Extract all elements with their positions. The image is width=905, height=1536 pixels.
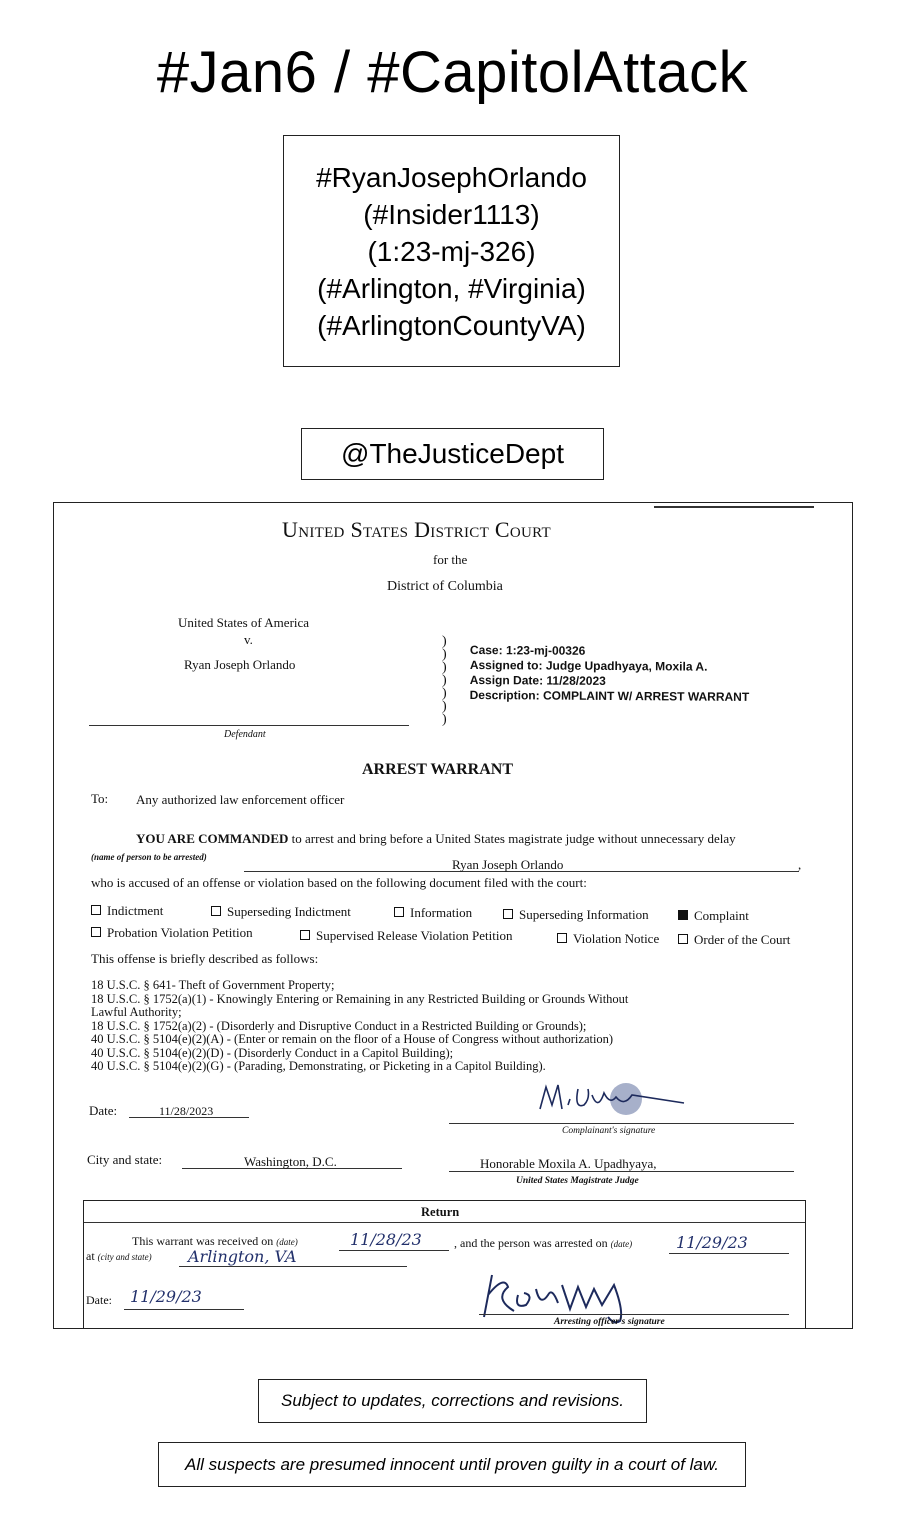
page-headline: #Jan6 / #CapitolAttack bbox=[156, 40, 749, 105]
checked-box-icon bbox=[678, 910, 688, 920]
arrest-warrant-document bbox=[53, 502, 853, 1329]
comma: , bbox=[798, 857, 802, 872]
checkbox-icon bbox=[91, 927, 101, 937]
offense-line: 40 U.S.C. § 5104(e)(2)(D) - (Disorderly Conduct in a Capitol Building); bbox=[91, 1045, 454, 1060]
offense-line: 18 U.S.C. § 641- Theft of Government Property; bbox=[91, 978, 335, 992]
location-rule bbox=[179, 1266, 407, 1267]
versus-text: v. bbox=[244, 632, 253, 647]
arrestee-name: Ryan Joseph Orlando bbox=[452, 857, 564, 872]
return-section bbox=[83, 1200, 806, 1329]
command-bold: YOU ARE COMMANDED bbox=[136, 831, 289, 846]
judge-signature-icon bbox=[534, 1075, 694, 1123]
received-text: This warrant was received on (date) bbox=[132, 1234, 298, 1248]
doc-option-information: Information bbox=[394, 905, 472, 921]
checkbox-icon bbox=[503, 909, 513, 919]
checkbox-icon bbox=[394, 907, 404, 917]
arrested-date-rule bbox=[669, 1253, 789, 1254]
return-date-label: Date: bbox=[86, 1293, 112, 1307]
to-label: To: bbox=[91, 791, 109, 806]
return-header-rule bbox=[84, 1222, 805, 1223]
case-number: Case: 1:23-mj-00326 bbox=[469, 643, 586, 658]
doc-option-supervised-release: Supervised Release Violation Petition bbox=[300, 928, 512, 944]
arrestee-caption: (name of person to be arrested) bbox=[91, 852, 207, 862]
judge-name: Honorable Moxila A. Upadhyaya, bbox=[480, 1156, 657, 1171]
arrest-location: Arlington, VA bbox=[188, 1247, 297, 1266]
officer-signature-icon bbox=[474, 1265, 674, 1325]
case-assign-date: Assign Date: 11/28/2023 bbox=[469, 672, 606, 688]
twitter-handle-box: @TheJusticeDept bbox=[301, 428, 604, 480]
top-rule bbox=[654, 506, 814, 508]
caption-parens: ) ) ) ) ) ) ) bbox=[442, 634, 447, 727]
tag-line: (#Insider1113) bbox=[363, 198, 540, 230]
plaintiff-name: United States of America bbox=[178, 615, 310, 630]
to-value: Any authorized law enforcement officer bbox=[136, 792, 345, 807]
return-title: Return bbox=[421, 1205, 460, 1219]
command-text bbox=[136, 831, 736, 847]
city-label: City and state: bbox=[87, 1152, 163, 1167]
defendant-rule bbox=[89, 725, 409, 726]
offense-line: 40 U.S.C. § 5104(e)(2)(G) - (Parading, Demonstrating, or Picketing in a Capitol Building). bbox=[91, 1059, 546, 1073]
tag-line: (#ArlingtonCountyVA) bbox=[317, 309, 586, 341]
district-name: District of Columbia bbox=[387, 579, 503, 594]
tag-line: (1:23-mj-326) bbox=[367, 235, 536, 267]
arrested-date: 11/29/23 bbox=[676, 1233, 748, 1252]
case-description: Description: COMPLAINT W/ ARREST WARRANT bbox=[469, 687, 750, 704]
offense-line: 40 U.S.C. § 5104(e)(2)(A) - (Enter or remain on the floor of a House of Congress without authorization) bbox=[91, 1032, 614, 1046]
arrested-text: , and the person was arrested on (date) bbox=[454, 1236, 633, 1250]
checkbox-icon bbox=[91, 905, 101, 915]
doc-option-superseding-indictment: Superseding Indictment bbox=[211, 904, 351, 920]
defendant-name: Ryan Joseph Orlando bbox=[184, 657, 296, 672]
received-date: 11/28/23 bbox=[350, 1230, 422, 1249]
command-rest: to arrest and bring before a United States magistrate judge without unnecessary delay bbox=[291, 831, 736, 846]
offense-line: 18 U.S.C. § 1752(a)(2) - (Disorderly and Disruptive Conduct in a Restricted Building or Grounds); bbox=[91, 1018, 587, 1033]
court-title: United States District Court bbox=[282, 517, 551, 542]
case-assigned: Assigned to: Judge Upadhyaya, Moxila A. bbox=[469, 657, 708, 674]
return-date-rule bbox=[124, 1309, 244, 1310]
date-value: 11/28/2023 bbox=[159, 1104, 214, 1118]
officer-caption: Arresting officer's signature bbox=[554, 1317, 665, 1327]
checkbox-icon bbox=[211, 906, 221, 916]
checkbox-icon bbox=[557, 933, 567, 943]
offense-intro: This offense is briefly described as follows: bbox=[91, 951, 319, 966]
doc-option-complaint: Complaint bbox=[678, 908, 749, 924]
tag-line: (#Arlington, #Virginia) bbox=[317, 272, 586, 304]
doc-option-superseding-information: Superseding Information bbox=[503, 907, 649, 923]
received-date-rule bbox=[339, 1250, 449, 1251]
hashtag-box bbox=[283, 135, 620, 367]
offense-line: Lawful Authority; bbox=[91, 1005, 182, 1019]
checkbox-icon bbox=[678, 934, 688, 944]
checkbox-icon bbox=[300, 930, 310, 940]
case-stamp bbox=[470, 643, 750, 705]
accused-text: who is accused of an offense or violation based on the following document filed with the court: bbox=[91, 875, 587, 890]
complainant-rule bbox=[449, 1123, 794, 1124]
defendant-caption: Defendant bbox=[224, 729, 266, 740]
updates-disclaimer: Subject to updates, corrections and revisions. bbox=[258, 1379, 647, 1423]
innocence-disclaimer: All suspects are presumed innocent until proven guilty in a court of law. bbox=[158, 1442, 746, 1487]
location-label: at (city and state) bbox=[86, 1249, 152, 1263]
document-title: ARREST WARRANT bbox=[362, 761, 513, 778]
for-the-text: for the bbox=[433, 552, 468, 567]
tag-line: #RyanJosephOrlando bbox=[316, 161, 587, 193]
date-label: Date: bbox=[89, 1103, 118, 1118]
doc-option-violation-notice: Violation Notice bbox=[557, 931, 659, 947]
doc-option-probation-violation: Probation Violation Petition bbox=[91, 925, 253, 941]
offense-list bbox=[91, 979, 628, 1074]
doc-option-indictment: Indictment bbox=[91, 903, 163, 919]
city-value: Washington, D.C. bbox=[244, 1154, 337, 1169]
offense-line: 18 U.S.C. § 1752(a)(1) - Knowingly Entering or Remaining in any Restricted Building or Grounds Without bbox=[91, 991, 629, 1006]
doc-option-order-of-court: Order of the Court bbox=[678, 932, 790, 948]
complainant-caption: Complainant's signature bbox=[562, 1126, 656, 1136]
judge-title: United States Magistrate Judge bbox=[516, 1176, 639, 1186]
return-date-value: 11/29/23 bbox=[130, 1287, 202, 1306]
officer-rule bbox=[479, 1314, 789, 1315]
